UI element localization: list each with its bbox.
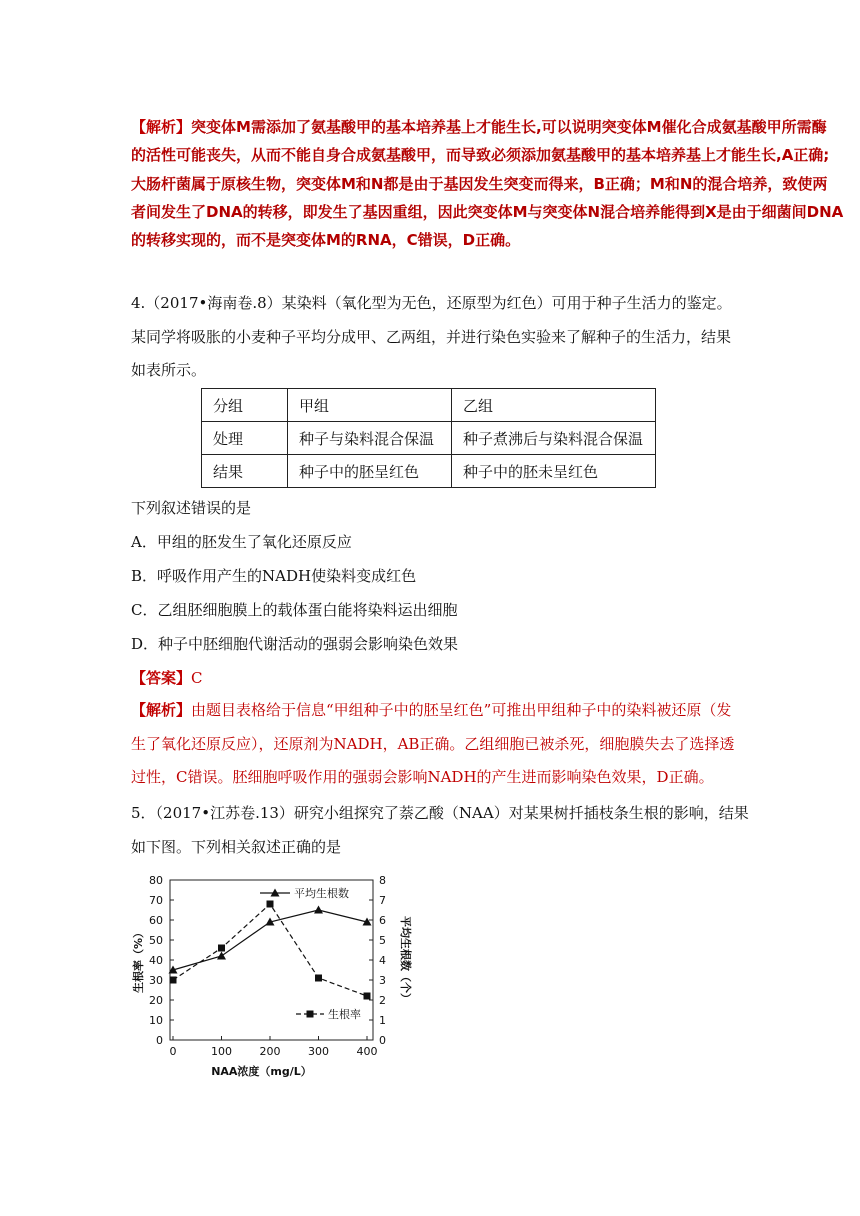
y-right-axis-label: 平均生根数（个）: [399, 916, 412, 1004]
y-right-tick-label: 7: [379, 894, 386, 907]
q4-stem-line: 如表所示。: [131, 361, 207, 380]
q5-stem: [131, 797, 749, 864]
table-cell: 处理: [202, 422, 288, 455]
analysis-tag: 【解析】: [131, 118, 192, 136]
y-right-tick-label: 3: [379, 974, 386, 987]
y-left-tick-label: 30: [149, 974, 163, 987]
legend-rooting-rate-marker: [307, 1011, 314, 1018]
analysis-line: 由题目表格给于信息“甲组种子中的胚呈红色”可推出甲组种子中的染料被还原（发: [191, 701, 732, 719]
analysis-line: 的活性可能丧失，从而不能自身合成氨基酸甲，而导致必须添加氨基酸甲的基本培养基上才能生长,A正确;: [131, 146, 830, 165]
table-cell: 甲组: [288, 389, 452, 422]
analysis-line: 大肠杆菌属于原核生物，突变体M和N都是由于基因发生突变而得来，B正确；M和N的混合培养，致使两: [131, 174, 828, 193]
table-row: [202, 455, 656, 488]
y-left-tick-label: 10: [149, 1014, 163, 1027]
table-row: [202, 389, 656, 422]
y-left-tick-label: 50: [149, 934, 163, 947]
y-right-tick-label: 8: [379, 874, 386, 887]
option-c: C．乙组胚细胞膜上的载体蛋白能将染料运出细胞: [131, 601, 458, 619]
previous-analysis: [131, 113, 843, 254]
x-tick-label: 400: [356, 1045, 378, 1058]
y-left-tick-label: 0: [156, 1034, 163, 1047]
rooting-rate-point: [170, 977, 177, 984]
q5-stem-line: 如下图。下列相关叙述正确的是: [131, 837, 342, 856]
y-left-axis-label: 生根率（%）: [132, 926, 145, 994]
table-cell: 乙组: [452, 389, 656, 422]
answer-tag: 【答案】: [131, 669, 192, 687]
y-right-tick-label: 2: [379, 994, 386, 1007]
q4-prompt: 下列叙述错误的是: [131, 499, 252, 517]
table-cell: 结果: [202, 455, 288, 488]
q4-analysis: [131, 694, 751, 795]
q4-stem: [131, 287, 733, 388]
table-cell: 种子中的胚未呈红色: [452, 455, 656, 488]
analysis-line: 者间发生了DNA的转移，即发生了基因重组，因此突变体M与突变体N混合培养能得到X是由于细菌间DNA: [131, 202, 844, 221]
q5-stem-line: 5．（2017•江苏卷.13）研究小组探究了萘乙酸（NAA）对某果树扦插枝条生根的影响，结果: [131, 804, 749, 822]
q4-stem-line: 4.（2017•海南卷.8）某染料（氧化型为无色，还原型为红色）可用于种子生活力的鉴定。: [131, 294, 732, 312]
q4-table: [201, 388, 656, 488]
y-left-tick-label: 70: [149, 894, 163, 907]
y-left-tick-label: 80: [149, 874, 163, 887]
x-tick-label: 300: [308, 1045, 329, 1058]
table-cell: 种子与染料混合保温: [288, 422, 452, 455]
option-d: D．种子中胚细胞代谢活动的强弱会影响染色效果: [131, 635, 459, 653]
rooting-rate-point: [315, 975, 322, 982]
avg-root-count-point: [314, 906, 323, 914]
answer-value: C: [191, 669, 203, 687]
y-left-tick-label: 60: [149, 914, 163, 927]
y-right-tick-label: 6: [379, 914, 386, 927]
y-right-tick-label: 0: [379, 1034, 386, 1047]
analysis-line: 突变体M需添加了氨基酸甲的基本培养基上才能生长,可以说明突变体M催化合成氨基酸甲所需酶: [191, 118, 827, 136]
rooting-rate-point: [364, 993, 371, 1000]
x-tick-label: 200: [259, 1045, 281, 1058]
y-right-tick-label: 4: [379, 954, 386, 967]
table-cell: 分组: [202, 389, 288, 422]
y-right-tick-label: 5: [379, 934, 386, 947]
avg-root-count-point: [217, 952, 226, 960]
table-cell: 种子煮沸后与染料混合保温: [452, 422, 656, 455]
naa-chart: [130, 868, 410, 1083]
x-axis-label: NAA浓度（mg/L）: [211, 1065, 312, 1078]
y-left-tick-label: 20: [149, 994, 163, 1007]
analysis-tag: 【解析】: [131, 701, 192, 719]
q4-answer: [131, 667, 203, 688]
y-right-tick-label: 1: [379, 1014, 386, 1027]
table-cell: 种子中的胚呈红色: [288, 455, 452, 488]
rooting-rate-point: [218, 945, 225, 952]
legend-avg-root-count-label: 平均生根数: [294, 887, 349, 900]
chart-svg: [130, 868, 410, 1083]
rooting-rate-point: [267, 901, 274, 908]
y-left-tick-label: 40: [149, 954, 163, 967]
option-a: A．甲组的胚发生了氧化还原反应: [131, 533, 352, 551]
x-tick-label: 100: [211, 1045, 232, 1058]
analysis-line: 过性，C错误。胚细胞呼吸作用的强弱会影响NADH的产生进而影响染色效果，D正确。: [131, 768, 714, 787]
analysis-line: 的转移实现的，而不是突变体M的RNA，C错误，D正确。: [131, 231, 521, 250]
table-row: [202, 422, 656, 455]
analysis-line: 生了氧化还原反应），还原剂为NADH，AB正确。乙组细胞已被杀死，细胞膜失去了选择透: [131, 734, 735, 753]
q4-stem-line: 某同学将吸胀的小麦种子平均分成甲、乙两组，并进行染色实验来了解种子的生活力，结果: [131, 327, 732, 346]
legend-rooting-rate-label: 生根率: [328, 1008, 361, 1021]
option-b: B．呼吸作用产生的NADH使染料变成红色: [131, 567, 417, 585]
x-tick-label: 0: [169, 1045, 177, 1058]
